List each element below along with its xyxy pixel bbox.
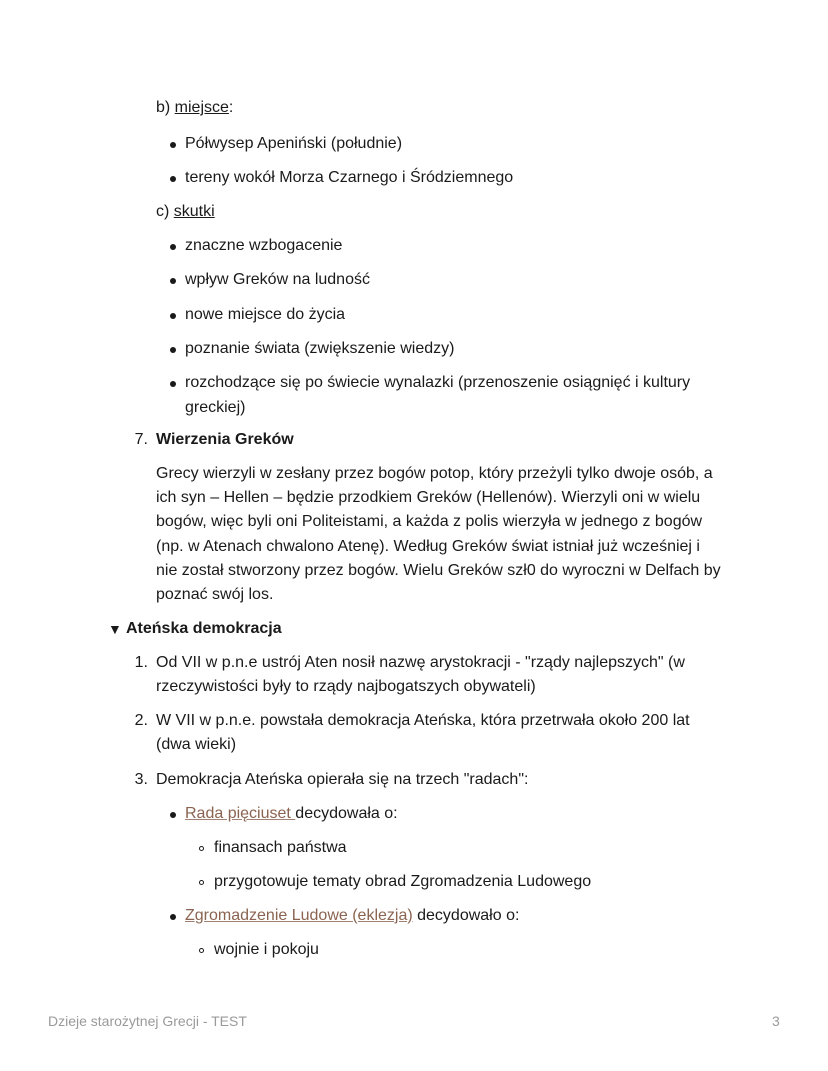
toggle-heading[interactable]: Ateńska demokracja [126, 620, 282, 637]
bullet [170, 142, 176, 148]
paragraph-line: Grecy wierzyli w zesłany przez bogów potop, który przeżyli tylko dwoje osób, a [156, 465, 713, 482]
sub-bullet [199, 948, 204, 953]
section-c-heading: c) skutki [156, 203, 215, 220]
item-number: 1. [134, 654, 148, 671]
list-item: znaczne wzbogacenie [185, 237, 343, 254]
assembly-item: Zgromadzenie Ludowe (eklezja) decydowało o: [185, 907, 520, 924]
paragraph-line: ich syn – Hellen – będzie przodkiem Greków (Hellenów). Wierzyli oni w wielu [156, 489, 701, 506]
bullet [170, 812, 176, 818]
footer-title: Dzieje starożytnej Grecji - TEST [48, 1013, 247, 1029]
paragraph-line: (np. w Atenach chwalono Atenę). Według Greków świat istniał już wcześniej i [156, 538, 700, 555]
section-c-label: skutki [173, 203, 215, 220]
sub-list-item: wojnie i pokoju [214, 941, 319, 958]
council-item: Rada pięciuset decydowała o: [185, 805, 398, 822]
toggle-arrow-icon[interactable]: ▼ [108, 621, 122, 637]
assembly-link[interactable]: Zgromadzenie Ludowe (eklezja) [185, 907, 413, 924]
list-item: wpływ Greków na ludność [185, 271, 370, 288]
paragraph-line: poznać swój los. [156, 586, 274, 603]
bullet [170, 914, 176, 920]
section-b-heading: b) miejsce: [156, 99, 234, 116]
list-item: nowe miejsce do życia [185, 306, 346, 323]
list-item: Półwysep Apeniński (południe) [185, 135, 403, 152]
page-number: 3 [772, 1013, 780, 1029]
sub-bullet [199, 846, 204, 851]
bullet [170, 244, 176, 250]
bullet [170, 381, 176, 387]
sub-list-item: przygotowuje tematy obrad Zgromadzenia Ludowego [214, 873, 592, 890]
paragraph-line: (dwa wieki) [156, 736, 237, 753]
list-item: rozchodzące się po świecie wynalazki (przenoszenie osiągnięć i kultury [185, 374, 691, 391]
paragraph-line: bogów, więc byli oni Politeistami, a każda z polis wierzyła w jednego z bogów [156, 513, 703, 530]
item-number: 7. [134, 431, 148, 448]
list-item-continuation: greckiej) [185, 399, 246, 416]
paragraph-line: nie został stworzony przez bogów. Wielu Greków szł0 do wyroczni w Delfach by [156, 562, 721, 579]
paragraph-line: rzeczywistości były to rządy najbogatszych obywateli) [156, 678, 536, 695]
council-link[interactable]: Rada pięciuset [185, 805, 296, 822]
bullet [170, 176, 176, 182]
bullet [170, 278, 176, 284]
bullet [170, 313, 176, 319]
bullet [170, 347, 176, 353]
section-b-label: miejsce [174, 99, 229, 116]
list-item: poznanie świata (zwiększenie wiedzy) [185, 340, 455, 357]
sub-bullet [199, 880, 204, 885]
item-number: 2. [134, 712, 148, 729]
item-7-title: Wierzenia Greków [156, 431, 294, 448]
list-item: tereny wokół Morza Czarnego i Śródziemnego [185, 169, 514, 186]
paragraph-line: W VII w p.n.e. powstała demokracja Ateńska, która przetrwała około 200 lat [156, 712, 690, 729]
item-number: 3. [134, 771, 148, 788]
sub-list-item: finansach państwa [214, 839, 347, 856]
paragraph-line: Od VII w p.n.e ustrój Aten nosił nazwę arystokracji - "rządy najlepszych" (w [156, 654, 685, 671]
paragraph-line: Demokracja Ateńska opierała się na trzech "radach": [156, 771, 529, 788]
